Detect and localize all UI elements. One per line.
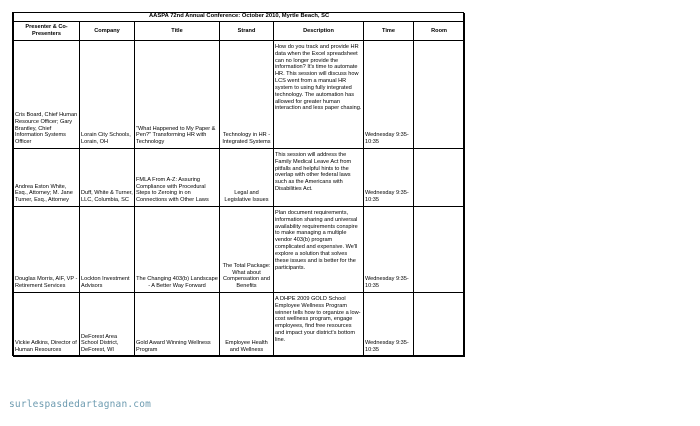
cell-company: Duff, White & Turner, LLC, Columbia, SC [80, 149, 135, 207]
cell-strand: Legal and Legislative Issues [220, 149, 274, 207]
header-room: Room [414, 22, 465, 41]
cell-title: FMLA From A-Z: Assuring Compliance with Procedural Steps to Zeroing in on Connections with Other Laws [135, 149, 220, 207]
cell-strand: The Total Package: What about Compensation and Benefits [220, 207, 274, 293]
table-row [14, 207, 465, 293]
document-title: AASPA 72nd Annual Conference: October 2010, Myrtle Beach, SC [14, 13, 465, 22]
header-title: Title [135, 22, 220, 41]
header-description: Description [274, 22, 364, 41]
conference-schedule-sheet [12, 12, 464, 356]
header-presenter: Presenter & Co-Presenters [14, 22, 80, 41]
header-company: Company [80, 22, 135, 41]
cell-strand: Technology in HR - Integrated Systems [220, 41, 274, 149]
cell-company: Lorain City Schools, Lorain, OH [80, 41, 135, 149]
cell-room [414, 293, 465, 357]
cell-description: This session will address the Family Medical Leave Act from pitfalls and helpful hints to the overlap with other federal laws such as the Americans with Disabilities Act. [274, 149, 364, 207]
cell-time: Wednesday 9:35-10:35 [364, 293, 414, 357]
cell-description: How do you track and provide HR data when the Excel spreadsheet can no longer provide the information? It's time to automate HR. This session will discuss how LCS went from a manual HR system to using fully integrated technology. The automation has allowed for greater human interaction and less paper chasing. [274, 41, 364, 149]
header-time: Time [364, 22, 414, 41]
cell-description: A DHPE 2009 GOLD School Employee Wellness Program winner tells how to organize a low-cost wellness program, engage employees, find free resources and impact your district's bottom line. [274, 293, 364, 357]
cell-title: Gold Award Winning Wellness Program [135, 293, 220, 357]
cell-room [414, 149, 465, 207]
cell-presenter: Douglas Morris, AIF, VP - Retirement Services [14, 207, 80, 293]
cell-time: Wednesday 9:35-10:35 [364, 149, 414, 207]
cell-title: "What Happened to My Paper & Pen?" Transforming HR with Technology [135, 41, 220, 149]
cell-presenter: Cris Board, Chief Human Resource Officer; Gary Brantley, Chief Information Systems Officer [14, 41, 80, 149]
table-row [14, 41, 465, 149]
cell-strand: Employee Health and Wellness [220, 293, 274, 357]
cell-title: The Changing 403(b) Landscape - A Better Way Forward [135, 207, 220, 293]
cell-time: Wednesday 9:35-10:35 [364, 41, 414, 149]
schedule-table [13, 13, 465, 357]
table-row [14, 149, 465, 207]
table-row [14, 293, 465, 357]
cell-time: Wednesday 9:35-10:35 [364, 207, 414, 293]
cell-presenter: Andrea Eston White, Esq., Attorney; M. Jane Turner, Esq., Attorney [14, 149, 80, 207]
cell-room [414, 207, 465, 293]
cell-description: Plan document requirements, information sharing and universal availability requirements conspire to make managing a multiple vendor 403(b) program complicated and expensive. We'll explore a solution that solves these issues and is better for the participants. [274, 207, 364, 293]
watermark-text: surlespasdedartagnan.com [9, 399, 152, 410]
header-strand: Strand [220, 22, 274, 41]
cell-company: Lockton Investment Advisors [80, 207, 135, 293]
cell-room [414, 41, 465, 149]
cell-company: DeForest Area School District, DeForest, WI [80, 293, 135, 357]
cell-presenter: Vickie Adkins, Director of Human Resources [14, 293, 80, 357]
